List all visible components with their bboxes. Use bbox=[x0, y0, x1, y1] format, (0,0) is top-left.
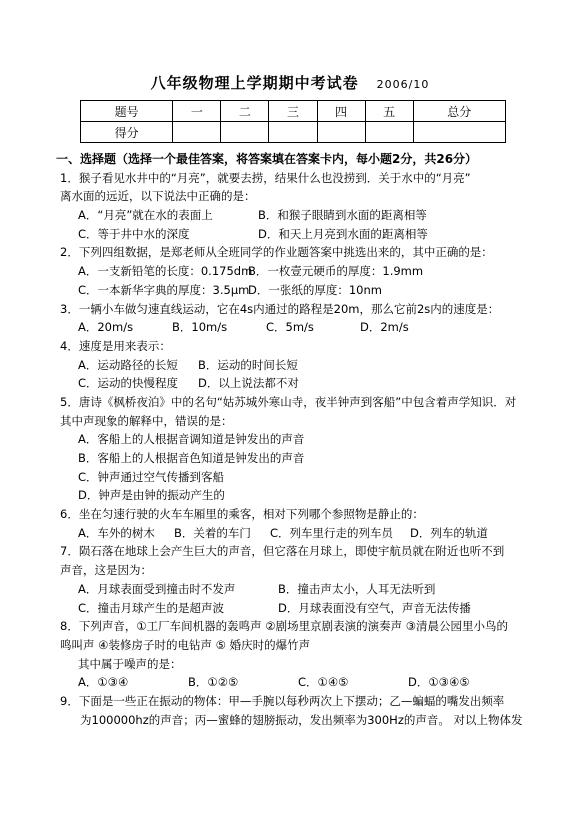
question-8-options-row bbox=[60, 673, 530, 692]
option-b: B．①②⑤ bbox=[188, 675, 239, 690]
option-d: D．钟声是由钟的振动产生的 bbox=[78, 488, 225, 503]
exam-date: 2006/10 bbox=[376, 78, 430, 91]
question-9-line-1: 9．下面是一些正在振动的物体：甲—手腕以每秒两次上下摆动；乙—蝙蝠的嘴发出频率 bbox=[60, 693, 505, 708]
question-7-options-row-1 bbox=[60, 580, 530, 599]
question-3-line-1: 3．一辆小车做匀速直线运动，它在4s内通过的路程是20m，那么它前2s内的速度是： bbox=[60, 301, 500, 316]
option-c: C．列车里行走的列车员 bbox=[270, 525, 394, 540]
score-header-cell: 二 bbox=[221, 101, 269, 122]
option-d: D．以上说法都不对 bbox=[198, 376, 299, 391]
question-4-line-1: 4．速度是用来表示： bbox=[60, 338, 171, 353]
option-c: C．运动的快慢程度 bbox=[78, 376, 179, 391]
question-8-line-3: 其中属于噪声的是： bbox=[78, 656, 182, 671]
option-a: A．①③④ bbox=[78, 675, 129, 690]
score-header-cell: 题号 bbox=[81, 101, 173, 122]
option-d: D．月球表面没有空气，声音无法传播 bbox=[278, 600, 471, 615]
score-cell bbox=[365, 122, 413, 143]
option-b: B．撞击声太小，人耳无法听到 bbox=[278, 581, 436, 596]
title-text: 八年级物理上学期期中考试卷 bbox=[150, 74, 359, 92]
option-b: B．关着的车门 bbox=[174, 525, 251, 540]
question-2-options-row-1 bbox=[60, 262, 530, 281]
option-a: A．运动路径的长短 bbox=[78, 357, 178, 372]
option-b: B．运动的时间长短 bbox=[198, 357, 298, 372]
option-d: D．一张纸的厚度：10nm bbox=[248, 282, 382, 297]
option-d: D．①③④⑤ bbox=[408, 675, 470, 690]
question-8-line-2: 鸣叫声 ④装修房子时的电钻声 ⑤ 婚庆时的爆竹声 bbox=[60, 637, 311, 652]
question-2-line-1: 2．下列四组数据，是郑老师从全班同学的作业题答案中挑选出来的，其中正确的是： bbox=[60, 245, 493, 260]
option-c: C．5m/s bbox=[266, 320, 314, 335]
question-1-options-row-1 bbox=[60, 206, 530, 225]
option-a: A．月球表面受到撞击时不发声 bbox=[78, 581, 236, 596]
score-header-cell: 总分 bbox=[413, 101, 505, 122]
option-a: A．20m/s bbox=[78, 320, 134, 335]
option-c: C．一本新华字典的厚度：3.5μm bbox=[78, 282, 250, 297]
option-b: B．10m/s bbox=[172, 320, 228, 335]
option-b: B．客船上的人根据音色知道是钟发出的声音 bbox=[78, 451, 305, 465]
score-header-cell: 三 bbox=[269, 101, 317, 122]
question-5-line-1: 5．唐诗《枫桥夜泊》中的名句“姑苏城外寒山寺，夜半钟声到客船”中包含着声学知识．对 bbox=[60, 394, 517, 409]
question-7-line-1: 7．陨石落在地球上会产生巨大的声音，但它落在月球上，即使宇航员就在附近也听不到 bbox=[60, 544, 505, 559]
exam-title bbox=[0, 72, 580, 93]
question-1-line-1: 1．猴子看见水井中的“月亮”，就要去捞，结果什么也没捞到．关于水中的“月亮” bbox=[60, 170, 471, 185]
score-header-cell: 四 bbox=[317, 101, 365, 122]
score-cell bbox=[173, 122, 221, 143]
option-b: B．一枚壹元硬币的厚度：1.9mm bbox=[248, 264, 424, 279]
question-5-line-2: 其中声现象的解释中，错误的是： bbox=[60, 413, 233, 428]
exam-content bbox=[56, 150, 530, 729]
question-3-options-row bbox=[60, 318, 530, 337]
score-table bbox=[80, 100, 506, 143]
question-7-options-row-2 bbox=[60, 599, 530, 618]
option-d: D．和天上月亮到水面的距离相等 bbox=[258, 226, 428, 241]
option-c: C．撞击月球产生的是超声波 bbox=[78, 600, 225, 615]
question-6-options-row bbox=[60, 524, 530, 543]
score-table-score-row bbox=[81, 122, 506, 143]
question-8-line-1: 8．下列声音，①工厂车间机器的轰鸣声 ②剧场里京剧表演的演奏声 ③清晨公园里小鸟的 bbox=[60, 619, 509, 634]
question-4-options-row-2 bbox=[60, 374, 530, 393]
question-7-line-2: 声音，这是因为： bbox=[60, 563, 152, 578]
question-9-line-2: 为100000hz的声音；丙—蜜蜂的翅膀振动，发出频率为300Hz的声音。 对以上物体发 bbox=[80, 712, 523, 727]
question-2-options-row-2 bbox=[60, 281, 530, 300]
section-heading: 一、选择题（选择一个最佳答案，将答案填在答案卡内，每小题2分，共26分） bbox=[56, 152, 478, 166]
score-table-header-row bbox=[81, 101, 506, 122]
question-6-line-1: 6．坐在匀速行驶的火车车厢里的乘客，相对下列哪个参照物是静止的： bbox=[60, 507, 424, 522]
option-c: C．①④⑤ bbox=[298, 675, 349, 690]
score-cell bbox=[221, 122, 269, 143]
question-4-options-row-1 bbox=[60, 356, 530, 375]
score-header-cell: 一 bbox=[173, 101, 221, 122]
option-d: D．列车的轨道 bbox=[410, 525, 488, 540]
question-1-options-row-2 bbox=[60, 225, 530, 244]
score-row-label: 得分 bbox=[81, 122, 173, 143]
option-c: C．钟声通过空气传播到客船 bbox=[78, 469, 225, 484]
option-a: A．一支新铅笔的长度：0.175dm bbox=[78, 264, 253, 279]
score-cell bbox=[413, 122, 505, 143]
score-cell bbox=[317, 122, 365, 143]
option-b: B．和猴子眼睛到水面的距离相等 bbox=[258, 208, 427, 223]
option-a: A．“月亮”就在水的表面上 bbox=[78, 208, 213, 223]
option-a: A．车外的树木 bbox=[78, 525, 155, 540]
question-1-line-2: 离水面的远近，以下说法中正确的是： bbox=[60, 189, 256, 204]
score-header-cell: 五 bbox=[365, 101, 413, 122]
option-a: A．客船上的人根据音调知道是钟发出的声音 bbox=[78, 432, 305, 447]
score-cell bbox=[269, 122, 317, 143]
option-d: D．2m/s bbox=[360, 320, 409, 335]
option-c: C．等于井中水的深度 bbox=[78, 226, 190, 241]
